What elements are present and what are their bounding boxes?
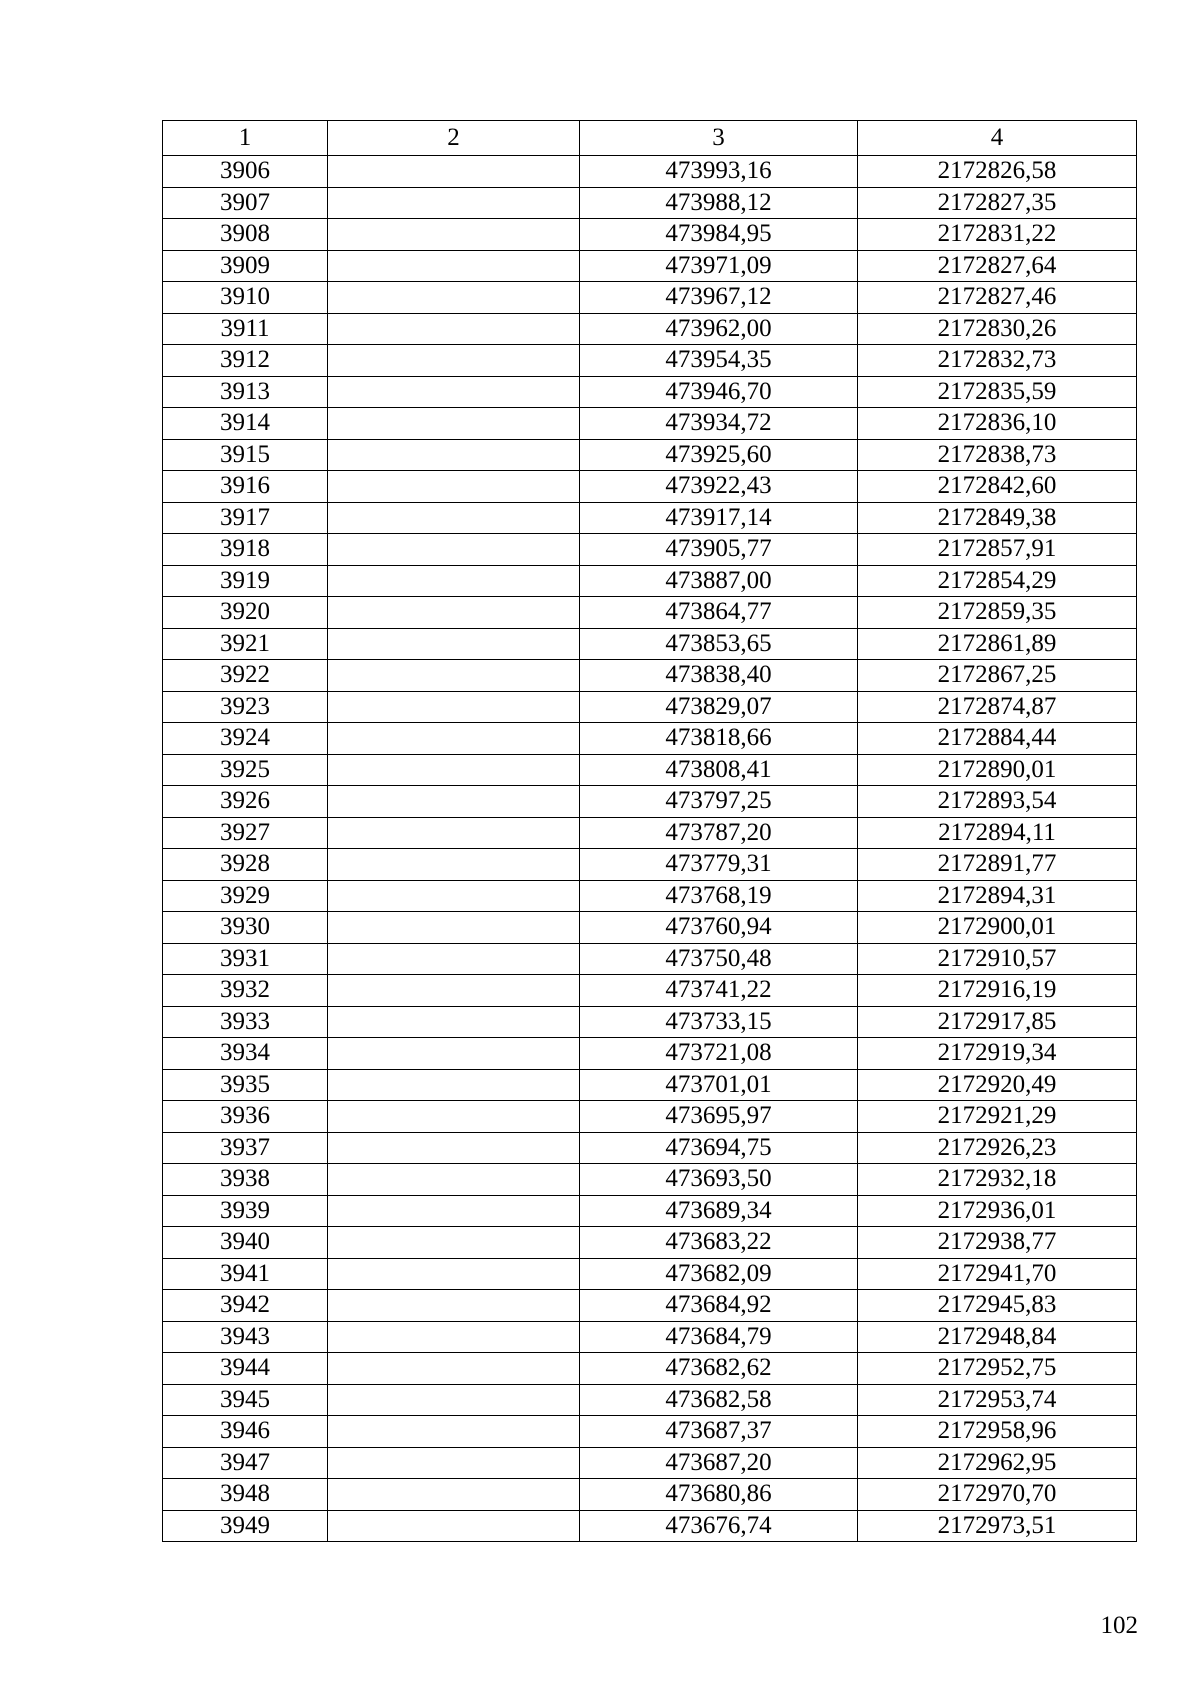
table-row <box>163 1132 1137 1164</box>
table-row <box>163 219 1137 251</box>
x-coordinate-cell: 473962,00 <box>580 313 858 345</box>
y-coordinate-cell: 2172826,58 <box>858 156 1137 188</box>
y-coordinate-cell: 2172938,77 <box>858 1227 1137 1259</box>
description-cell <box>328 534 580 566</box>
description-cell <box>328 1416 580 1448</box>
point-number-cell: 3949 <box>163 1510 328 1542</box>
point-number-cell: 3911 <box>163 313 328 345</box>
x-coordinate-cell: 473684,92 <box>580 1290 858 1322</box>
y-coordinate-cell: 2172916,19 <box>858 975 1137 1007</box>
y-coordinate-cell: 2172890,01 <box>858 754 1137 786</box>
point-number-cell: 3913 <box>163 376 328 408</box>
point-number-cell: 3922 <box>163 660 328 692</box>
x-coordinate-cell: 473693,50 <box>580 1164 858 1196</box>
y-coordinate-cell: 2172867,25 <box>858 660 1137 692</box>
point-number-cell: 3918 <box>163 534 328 566</box>
y-coordinate-cell: 2172948,84 <box>858 1321 1137 1353</box>
x-coordinate-cell: 473905,77 <box>580 534 858 566</box>
point-number-cell: 3908 <box>163 219 328 251</box>
x-coordinate-cell: 473797,25 <box>580 786 858 818</box>
table-body <box>163 156 1137 1542</box>
table-row <box>163 1290 1137 1322</box>
x-coordinate-cell: 473984,95 <box>580 219 858 251</box>
x-coordinate-cell: 473925,60 <box>580 439 858 471</box>
y-coordinate-cell: 2172836,10 <box>858 408 1137 440</box>
x-coordinate-cell: 473682,09 <box>580 1258 858 1290</box>
y-coordinate-cell: 2172932,18 <box>858 1164 1137 1196</box>
y-coordinate-cell: 2172849,38 <box>858 502 1137 534</box>
table-row <box>163 1164 1137 1196</box>
x-coordinate-cell: 473808,41 <box>580 754 858 786</box>
point-number-cell: 3933 <box>163 1006 328 1038</box>
table-row <box>163 565 1137 597</box>
point-number-cell: 3939 <box>163 1195 328 1227</box>
page-number: 102 <box>1100 1612 1138 1639</box>
x-coordinate-cell: 473676,74 <box>580 1510 858 1542</box>
y-coordinate-cell: 2172973,51 <box>858 1510 1137 1542</box>
table-header <box>163 121 1137 156</box>
table-row <box>163 786 1137 818</box>
x-coordinate-cell: 473818,66 <box>580 723 858 755</box>
table-row <box>163 880 1137 912</box>
description-cell <box>328 1321 580 1353</box>
table-row <box>163 597 1137 629</box>
y-coordinate-cell: 2172953,74 <box>858 1384 1137 1416</box>
description-cell <box>328 439 580 471</box>
table-row <box>163 943 1137 975</box>
table-row <box>163 723 1137 755</box>
y-coordinate-cell: 2172830,26 <box>858 313 1137 345</box>
description-cell <box>328 565 580 597</box>
point-number-cell: 3921 <box>163 628 328 660</box>
y-coordinate-cell: 2172831,22 <box>858 219 1137 251</box>
point-number-cell: 3929 <box>163 880 328 912</box>
x-coordinate-cell: 473779,31 <box>580 849 858 881</box>
y-coordinate-cell: 2172891,77 <box>858 849 1137 881</box>
description-cell <box>328 691 580 723</box>
table-row <box>163 912 1137 944</box>
x-coordinate-cell: 473687,37 <box>580 1416 858 1448</box>
x-coordinate-cell: 473993,16 <box>580 156 858 188</box>
table-row <box>163 1416 1137 1448</box>
description-cell <box>328 1447 580 1479</box>
x-coordinate-cell: 473967,12 <box>580 282 858 314</box>
y-coordinate-cell: 2172945,83 <box>858 1290 1137 1322</box>
point-number-cell: 3942 <box>163 1290 328 1322</box>
point-number-cell: 3906 <box>163 156 328 188</box>
table-row <box>163 376 1137 408</box>
x-coordinate-cell: 473787,20 <box>580 817 858 849</box>
table-row <box>163 345 1137 377</box>
y-coordinate-cell: 2172952,75 <box>858 1353 1137 1385</box>
y-coordinate-cell: 2172920,49 <box>858 1069 1137 1101</box>
description-cell <box>328 723 580 755</box>
table-row <box>163 250 1137 282</box>
x-coordinate-cell: 473682,58 <box>580 1384 858 1416</box>
point-number-cell: 3948 <box>163 1479 328 1511</box>
table-row <box>163 1258 1137 1290</box>
x-coordinate-cell: 473922,43 <box>580 471 858 503</box>
x-coordinate-cell: 473721,08 <box>580 1038 858 1070</box>
description-cell <box>328 1227 580 1259</box>
header-row <box>163 121 1137 156</box>
point-number-cell: 3935 <box>163 1069 328 1101</box>
description-cell <box>328 408 580 440</box>
description-cell <box>328 1258 580 1290</box>
x-coordinate-cell: 473853,65 <box>580 628 858 660</box>
point-number-cell: 3912 <box>163 345 328 377</box>
description-cell <box>328 1038 580 1070</box>
table-row <box>163 754 1137 786</box>
description-cell <box>328 1132 580 1164</box>
y-coordinate-cell: 2172861,89 <box>858 628 1137 660</box>
point-number-cell: 3917 <box>163 502 328 534</box>
description-cell <box>328 754 580 786</box>
table-row <box>163 313 1137 345</box>
description-cell <box>328 817 580 849</box>
column-header-2: 2 <box>328 121 580 156</box>
table-row <box>163 1353 1137 1385</box>
x-coordinate-cell: 473946,70 <box>580 376 858 408</box>
point-number-cell: 3923 <box>163 691 328 723</box>
table-row <box>163 975 1137 1007</box>
point-number-cell: 3914 <box>163 408 328 440</box>
x-coordinate-cell: 473768,19 <box>580 880 858 912</box>
table-row <box>163 534 1137 566</box>
table-row <box>163 1447 1137 1479</box>
description-cell <box>328 1006 580 1038</box>
y-coordinate-cell: 2172941,70 <box>858 1258 1137 1290</box>
description-cell <box>328 345 580 377</box>
point-number-cell: 3926 <box>163 786 328 818</box>
point-number-cell: 3934 <box>163 1038 328 1070</box>
table-row <box>163 1227 1137 1259</box>
table-row <box>163 156 1137 188</box>
table-row <box>163 471 1137 503</box>
y-coordinate-cell: 2172827,64 <box>858 250 1137 282</box>
point-number-cell: 3944 <box>163 1353 328 1385</box>
table-row <box>163 1510 1137 1542</box>
description-cell <box>328 975 580 1007</box>
x-coordinate-cell: 473934,72 <box>580 408 858 440</box>
x-coordinate-cell: 473760,94 <box>580 912 858 944</box>
y-coordinate-cell: 2172874,87 <box>858 691 1137 723</box>
y-coordinate-cell: 2172827,35 <box>858 187 1137 219</box>
x-coordinate-cell: 473683,22 <box>580 1227 858 1259</box>
y-coordinate-cell: 2172838,73 <box>858 439 1137 471</box>
y-coordinate-cell: 2172854,29 <box>858 565 1137 597</box>
table-row <box>163 628 1137 660</box>
table-row <box>163 1321 1137 1353</box>
column-header-3: 3 <box>580 121 858 156</box>
y-coordinate-cell: 2172842,60 <box>858 471 1137 503</box>
description-cell <box>328 880 580 912</box>
y-coordinate-cell: 2172832,73 <box>858 345 1137 377</box>
description-cell <box>328 849 580 881</box>
y-coordinate-cell: 2172835,59 <box>858 376 1137 408</box>
x-coordinate-cell: 473687,20 <box>580 1447 858 1479</box>
table-row <box>163 1101 1137 1133</box>
point-number-cell: 3910 <box>163 282 328 314</box>
point-number-cell: 3916 <box>163 471 328 503</box>
y-coordinate-cell: 2172970,70 <box>858 1479 1137 1511</box>
description-cell <box>328 1195 580 1227</box>
x-coordinate-cell: 473733,15 <box>580 1006 858 1038</box>
table-row <box>163 817 1137 849</box>
coordinates-table <box>162 120 1137 1542</box>
description-cell <box>328 628 580 660</box>
x-coordinate-cell: 473864,77 <box>580 597 858 629</box>
y-coordinate-cell: 2172917,85 <box>858 1006 1137 1038</box>
point-number-cell: 3945 <box>163 1384 328 1416</box>
y-coordinate-cell: 2172859,35 <box>858 597 1137 629</box>
description-cell <box>328 912 580 944</box>
x-coordinate-cell: 473695,97 <box>580 1101 858 1133</box>
point-number-cell: 3924 <box>163 723 328 755</box>
point-number-cell: 3937 <box>163 1132 328 1164</box>
table-row <box>163 187 1137 219</box>
point-number-cell: 3915 <box>163 439 328 471</box>
point-number-cell: 3925 <box>163 754 328 786</box>
point-number-cell: 3920 <box>163 597 328 629</box>
x-coordinate-cell: 473694,75 <box>580 1132 858 1164</box>
point-number-cell: 3909 <box>163 250 328 282</box>
x-coordinate-cell: 473682,62 <box>580 1353 858 1385</box>
point-number-cell: 3930 <box>163 912 328 944</box>
point-number-cell: 3932 <box>163 975 328 1007</box>
point-number-cell: 3919 <box>163 565 328 597</box>
x-coordinate-cell: 473684,79 <box>580 1321 858 1353</box>
x-coordinate-cell: 473917,14 <box>580 502 858 534</box>
description-cell <box>328 502 580 534</box>
description-cell <box>328 1353 580 1385</box>
description-cell <box>328 376 580 408</box>
description-cell <box>328 1164 580 1196</box>
y-coordinate-cell: 2172936,01 <box>858 1195 1137 1227</box>
table-row <box>163 660 1137 692</box>
y-coordinate-cell: 2172921,29 <box>858 1101 1137 1133</box>
description-cell <box>328 1069 580 1101</box>
description-cell <box>328 1479 580 1511</box>
x-coordinate-cell: 473829,07 <box>580 691 858 723</box>
description-cell <box>328 1384 580 1416</box>
x-coordinate-cell: 473838,40 <box>580 660 858 692</box>
column-header-1: 1 <box>163 121 328 156</box>
column-header-4: 4 <box>858 121 1137 156</box>
description-cell <box>328 282 580 314</box>
y-coordinate-cell: 2172827,46 <box>858 282 1137 314</box>
description-cell <box>328 187 580 219</box>
x-coordinate-cell: 473741,22 <box>580 975 858 1007</box>
point-number-cell: 3946 <box>163 1416 328 1448</box>
table-row <box>163 849 1137 881</box>
table-row <box>163 1069 1137 1101</box>
x-coordinate-cell: 473701,01 <box>580 1069 858 1101</box>
x-coordinate-cell: 473680,86 <box>580 1479 858 1511</box>
table-row <box>163 502 1137 534</box>
x-coordinate-cell: 473954,35 <box>580 345 858 377</box>
y-coordinate-cell: 2172894,11 <box>858 817 1137 849</box>
y-coordinate-cell: 2172919,34 <box>858 1038 1137 1070</box>
point-number-cell: 3928 <box>163 849 328 881</box>
table-row <box>163 1479 1137 1511</box>
y-coordinate-cell: 2172962,95 <box>858 1447 1137 1479</box>
y-coordinate-cell: 2172884,44 <box>858 723 1137 755</box>
description-cell <box>328 471 580 503</box>
y-coordinate-cell: 2172926,23 <box>858 1132 1137 1164</box>
x-coordinate-cell: 473887,00 <box>580 565 858 597</box>
description-cell <box>328 597 580 629</box>
table-row <box>163 408 1137 440</box>
y-coordinate-cell: 2172857,91 <box>858 534 1137 566</box>
description-cell <box>328 1290 580 1322</box>
y-coordinate-cell: 2172910,57 <box>858 943 1137 975</box>
table-row <box>163 1195 1137 1227</box>
table-row <box>163 439 1137 471</box>
point-number-cell: 3940 <box>163 1227 328 1259</box>
description-cell <box>328 1510 580 1542</box>
y-coordinate-cell: 2172900,01 <box>858 912 1137 944</box>
x-coordinate-cell: 473988,12 <box>580 187 858 219</box>
x-coordinate-cell: 473689,34 <box>580 1195 858 1227</box>
table-row <box>163 691 1137 723</box>
x-coordinate-cell: 473971,09 <box>580 250 858 282</box>
point-number-cell: 3931 <box>163 943 328 975</box>
description-cell <box>328 786 580 818</box>
description-cell <box>328 1101 580 1133</box>
point-number-cell: 3947 <box>163 1447 328 1479</box>
description-cell <box>328 313 580 345</box>
point-number-cell: 3941 <box>163 1258 328 1290</box>
point-number-cell: 3936 <box>163 1101 328 1133</box>
description-cell <box>328 943 580 975</box>
point-number-cell: 3927 <box>163 817 328 849</box>
description-cell <box>328 660 580 692</box>
point-number-cell: 3938 <box>163 1164 328 1196</box>
y-coordinate-cell: 2172958,96 <box>858 1416 1137 1448</box>
table-row <box>163 1006 1137 1038</box>
description-cell <box>328 250 580 282</box>
description-cell <box>328 156 580 188</box>
table-row <box>163 1384 1137 1416</box>
table-row <box>163 282 1137 314</box>
description-cell <box>328 219 580 251</box>
y-coordinate-cell: 2172893,54 <box>858 786 1137 818</box>
table-row <box>163 1038 1137 1070</box>
point-number-cell: 3907 <box>163 187 328 219</box>
y-coordinate-cell: 2172894,31 <box>858 880 1137 912</box>
point-number-cell: 3943 <box>163 1321 328 1353</box>
x-coordinate-cell: 473750,48 <box>580 943 858 975</box>
